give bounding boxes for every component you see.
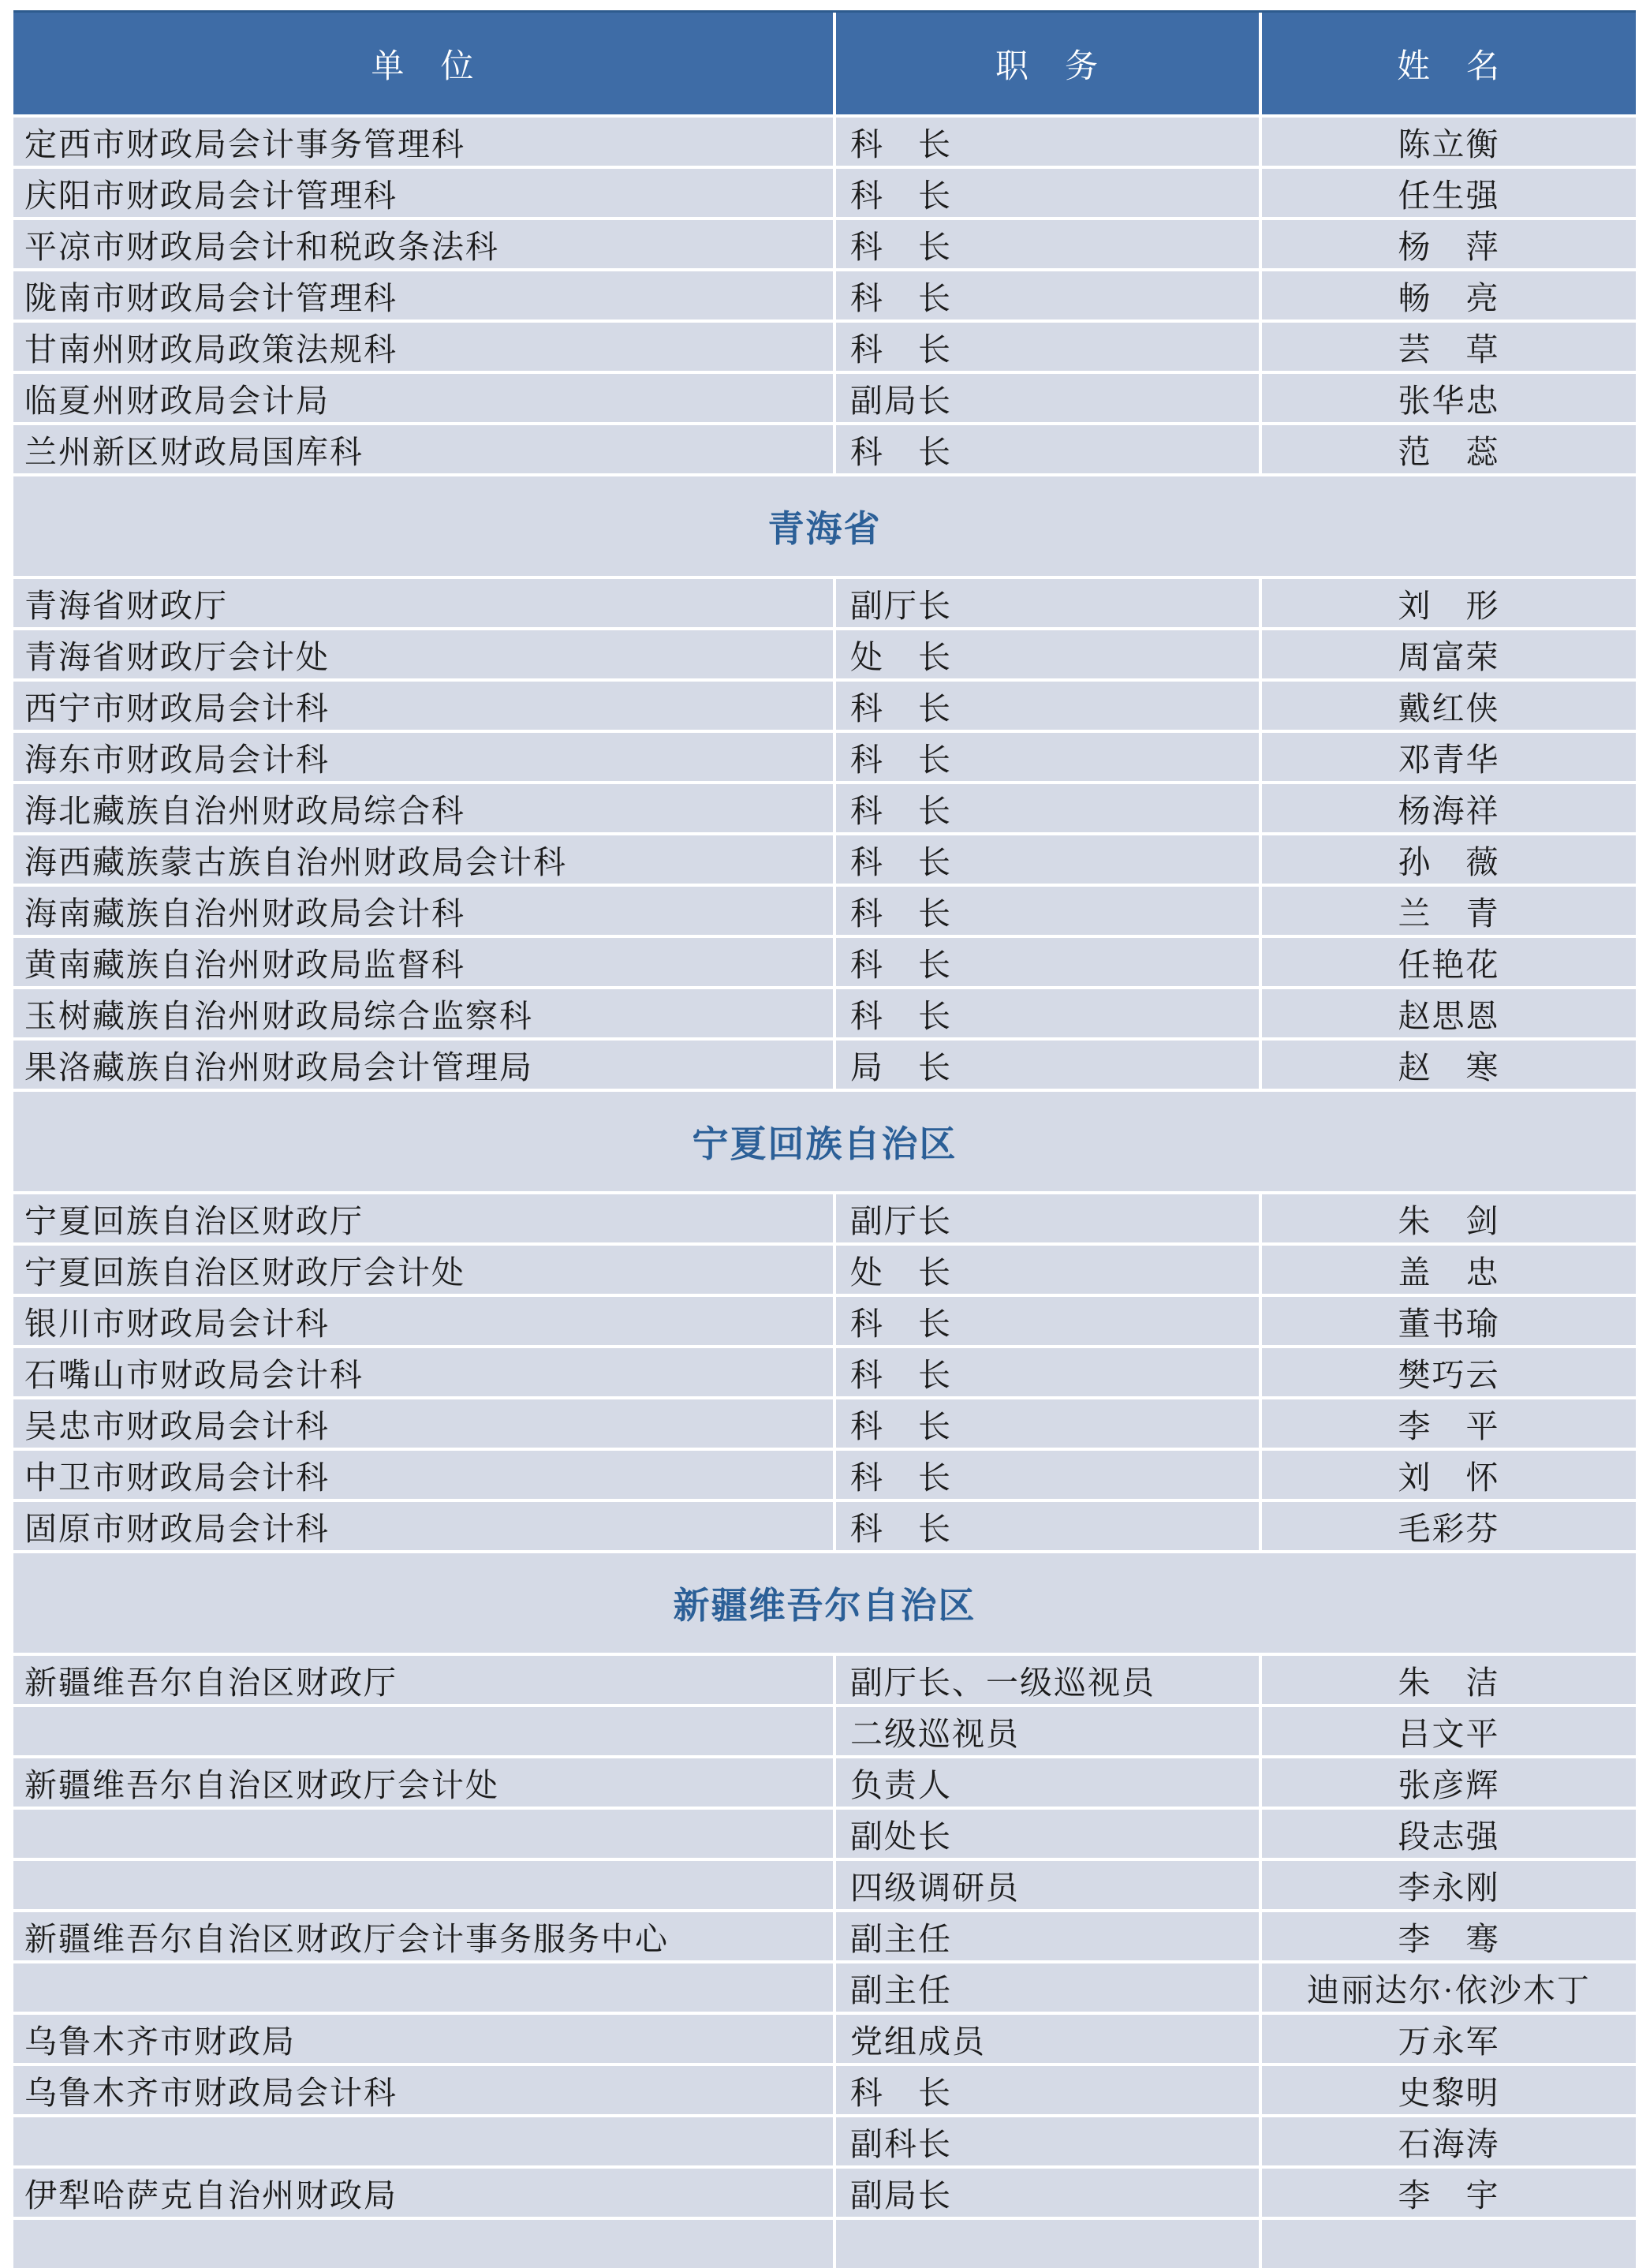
name-cell: 万永军 <box>1262 2015 1636 2063</box>
unit-cell: 黄南藏族自治州财政局监督科 <box>13 938 833 986</box>
title-cell: 副主任 <box>836 1963 1259 2012</box>
unit-cell: 定西市财政局会计事务管理科 <box>13 118 833 166</box>
table-row <box>13 784 1636 832</box>
title-cell: 科 长 <box>836 1502 1259 1550</box>
table-row <box>13 169 1636 217</box>
name-cell: 刘 怀 <box>1262 1451 1636 1499</box>
title-cell: 科 长 <box>836 271 1259 319</box>
title-cell: 科 长 <box>836 835 1259 884</box>
table-row <box>13 835 1636 884</box>
name-cell: 邓青华 <box>1262 733 1636 781</box>
name-cell: 毛彩芬 <box>1262 1502 1636 1550</box>
title-cell: 科 长 <box>836 733 1259 781</box>
table-row <box>13 2015 1636 2063</box>
unit-cell: 海北藏族自治州财政局综合科 <box>13 784 833 832</box>
unit-cell: 兰州新区财政局国库科 <box>13 425 833 473</box>
unit-cell <box>13 2117 833 2165</box>
table-row <box>13 220 1636 268</box>
unit-cell: 新疆维吾尔自治区财政厅 <box>13 1656 833 1704</box>
table-row <box>13 733 1636 781</box>
title-cell: 科 长 <box>836 323 1259 371</box>
title-cell: 副局长 <box>836 2169 1259 2217</box>
table-row <box>13 1963 1636 2012</box>
title-cell: 科 长 <box>836 1451 1259 1499</box>
unit-cell: 石嘴山市财政局会计科 <box>13 1348 833 1396</box>
title-cell: 副厅长 <box>836 579 1259 627</box>
unit-cell: 宁夏回族自治区财政厅 <box>13 1194 833 1242</box>
personnel-table <box>13 10 1636 2268</box>
table-row <box>13 2169 1636 2217</box>
title-cell <box>836 2220 1259 2268</box>
unit-cell: 陇南市财政局会计管理科 <box>13 271 833 319</box>
name-cell: 李 平 <box>1262 1399 1636 1448</box>
table-row <box>13 1297 1636 1345</box>
table-row <box>13 1041 1636 1089</box>
title-cell: 科 长 <box>836 118 1259 166</box>
name-cell: 李 骞 <box>1262 1912 1636 1960</box>
table-row <box>13 1707 1636 1755</box>
name-cell: 吕文平 <box>1262 1707 1636 1755</box>
title-cell: 科 长 <box>836 425 1259 473</box>
table-row <box>13 1656 1636 1704</box>
table-row <box>13 1912 1636 1960</box>
title-cell: 科 长 <box>836 938 1259 986</box>
table-row <box>13 1194 1636 1242</box>
title-cell: 负责人 <box>836 1758 1259 1807</box>
unit-cell <box>13 1707 833 1755</box>
unit-cell <box>13 2220 833 2268</box>
section-title: 宁夏回族自治区 <box>692 1123 958 1164</box>
table-row <box>13 271 1636 319</box>
table-row <box>13 1348 1636 1396</box>
table-row <box>13 425 1636 473</box>
name-cell <box>1262 2220 1636 2268</box>
title-cell: 副厅长、一级巡视员 <box>836 1656 1259 1704</box>
title-cell: 副厅长 <box>836 1194 1259 1242</box>
table-row <box>13 989 1636 1037</box>
table-row <box>13 1861 1636 1909</box>
title-cell: 科 长 <box>836 2066 1259 2114</box>
name-cell: 任生强 <box>1262 169 1636 217</box>
section-band <box>13 1092 1636 1191</box>
unit-cell: 吴忠市财政局会计科 <box>13 1399 833 1448</box>
title-cell: 副局长 <box>836 374 1259 422</box>
name-cell: 周富荣 <box>1262 630 1636 678</box>
name-cell: 任艳花 <box>1262 938 1636 986</box>
unit-cell: 中卫市财政局会计科 <box>13 1451 833 1499</box>
name-cell: 孙 薇 <box>1262 835 1636 884</box>
table-row <box>13 630 1636 678</box>
title-cell: 科 长 <box>836 784 1259 832</box>
table-row <box>13 1810 1636 1858</box>
name-cell: 赵思恩 <box>1262 989 1636 1037</box>
header-cell-unit: 单 位 <box>13 13 833 114</box>
name-cell: 张华忠 <box>1262 374 1636 422</box>
table-row <box>13 682 1636 730</box>
table-row <box>13 1502 1636 1550</box>
title-cell: 副主任 <box>836 1912 1259 1960</box>
unit-cell <box>13 1963 833 2012</box>
table-row <box>13 938 1636 986</box>
name-cell: 董书瑜 <box>1262 1297 1636 1345</box>
section-band <box>13 1553 1636 1653</box>
name-cell: 朱 洁 <box>1262 1656 1636 1704</box>
table-row <box>13 374 1636 422</box>
unit-cell: 宁夏回族自治区财政厅会计处 <box>13 1246 833 1294</box>
name-cell: 史黎明 <box>1262 2066 1636 2114</box>
unit-cell: 海西藏族蒙古族自治州财政局会计科 <box>13 835 833 884</box>
unit-cell: 伊犁哈萨克自治州财政局 <box>13 2169 833 2217</box>
table-row <box>13 1399 1636 1448</box>
name-cell: 盖 忠 <box>1262 1246 1636 1294</box>
unit-cell: 新疆维吾尔自治区财政厅会计处 <box>13 1758 833 1807</box>
title-cell: 科 长 <box>836 1297 1259 1345</box>
unit-cell: 玉树藏族自治州财政局综合监察科 <box>13 989 833 1037</box>
name-cell: 石海涛 <box>1262 2117 1636 2165</box>
table-row <box>13 1758 1636 1807</box>
title-cell: 副处长 <box>836 1810 1259 1858</box>
unit-cell: 平凉市财政局会计和税政条法科 <box>13 220 833 268</box>
unit-cell: 青海省财政厅会计处 <box>13 630 833 678</box>
name-cell: 刘 形 <box>1262 579 1636 627</box>
title-cell: 二级巡视员 <box>836 1707 1259 1755</box>
title-cell: 科 长 <box>836 1348 1259 1396</box>
unit-cell: 青海省财政厅 <box>13 579 833 627</box>
name-cell: 张彦辉 <box>1262 1758 1636 1807</box>
unit-cell: 临夏州财政局会计局 <box>13 374 833 422</box>
table-row <box>13 2117 1636 2165</box>
section-band <box>13 476 1636 576</box>
partial-row <box>13 2220 1636 2268</box>
name-cell: 迪丽达尔·依沙木丁 <box>1262 1963 1636 2012</box>
unit-cell: 固原市财政局会计科 <box>13 1502 833 1550</box>
name-cell: 戴红侠 <box>1262 682 1636 730</box>
unit-cell: 乌鲁木齐市财政局会计科 <box>13 2066 833 2114</box>
name-cell: 芸 草 <box>1262 323 1636 371</box>
name-cell: 赵 寒 <box>1262 1041 1636 1089</box>
table-row <box>13 1451 1636 1499</box>
title-cell: 党组成员 <box>836 2015 1259 2063</box>
table-row <box>13 323 1636 371</box>
name-cell: 朱 剑 <box>1262 1194 1636 1242</box>
unit-cell: 西宁市财政局会计科 <box>13 682 833 730</box>
unit-cell <box>13 1861 833 1909</box>
table-row <box>13 887 1636 935</box>
title-cell: 处 长 <box>836 630 1259 678</box>
title-cell: 科 长 <box>836 887 1259 935</box>
header-cell-title: 职 务 <box>836 13 1259 114</box>
title-cell: 处 长 <box>836 1246 1259 1294</box>
name-cell: 段志强 <box>1262 1810 1636 1858</box>
name-cell: 樊巧云 <box>1262 1348 1636 1396</box>
table-header <box>13 13 1636 114</box>
title-cell: 科 长 <box>836 682 1259 730</box>
title-cell: 科 长 <box>836 989 1259 1037</box>
title-cell: 副科长 <box>836 2117 1259 2165</box>
name-cell: 李 宇 <box>1262 2169 1636 2217</box>
table-body <box>13 118 1636 2268</box>
section-title: 新疆维吾尔自治区 <box>673 1585 976 1626</box>
name-cell: 范 蕊 <box>1262 425 1636 473</box>
title-cell: 科 长 <box>836 169 1259 217</box>
table-row <box>13 579 1636 627</box>
unit-cell: 新疆维吾尔自治区财政厅会计事务服务中心 <box>13 1912 833 1960</box>
name-cell: 兰 青 <box>1262 887 1636 935</box>
name-cell: 杨海祥 <box>1262 784 1636 832</box>
unit-cell <box>13 1810 833 1858</box>
unit-cell: 庆阳市财政局会计管理科 <box>13 169 833 217</box>
name-cell: 陈立衡 <box>1262 118 1636 166</box>
section-title: 青海省 <box>767 508 882 549</box>
name-cell: 李永刚 <box>1262 1861 1636 1909</box>
table-row <box>13 118 1636 166</box>
title-cell: 四级调研员 <box>836 1861 1259 1909</box>
title-cell: 科 长 <box>836 1399 1259 1448</box>
table-row <box>13 2066 1636 2114</box>
unit-cell: 海东市财政局会计科 <box>13 733 833 781</box>
title-cell: 科 长 <box>836 220 1259 268</box>
name-cell: 畅 亮 <box>1262 271 1636 319</box>
unit-cell: 果洛藏族自治州财政局会计管理局 <box>13 1041 833 1089</box>
table-row <box>13 1246 1636 1294</box>
unit-cell: 银川市财政局会计科 <box>13 1297 833 1345</box>
unit-cell: 甘南州财政局政策法规科 <box>13 323 833 371</box>
title-cell: 局 长 <box>836 1041 1259 1089</box>
name-cell: 杨 萍 <box>1262 220 1636 268</box>
header-cell-name: 姓 名 <box>1262 13 1636 114</box>
unit-cell: 海南藏族自治州财政局会计科 <box>13 887 833 935</box>
unit-cell: 乌鲁木齐市财政局 <box>13 2015 833 2063</box>
